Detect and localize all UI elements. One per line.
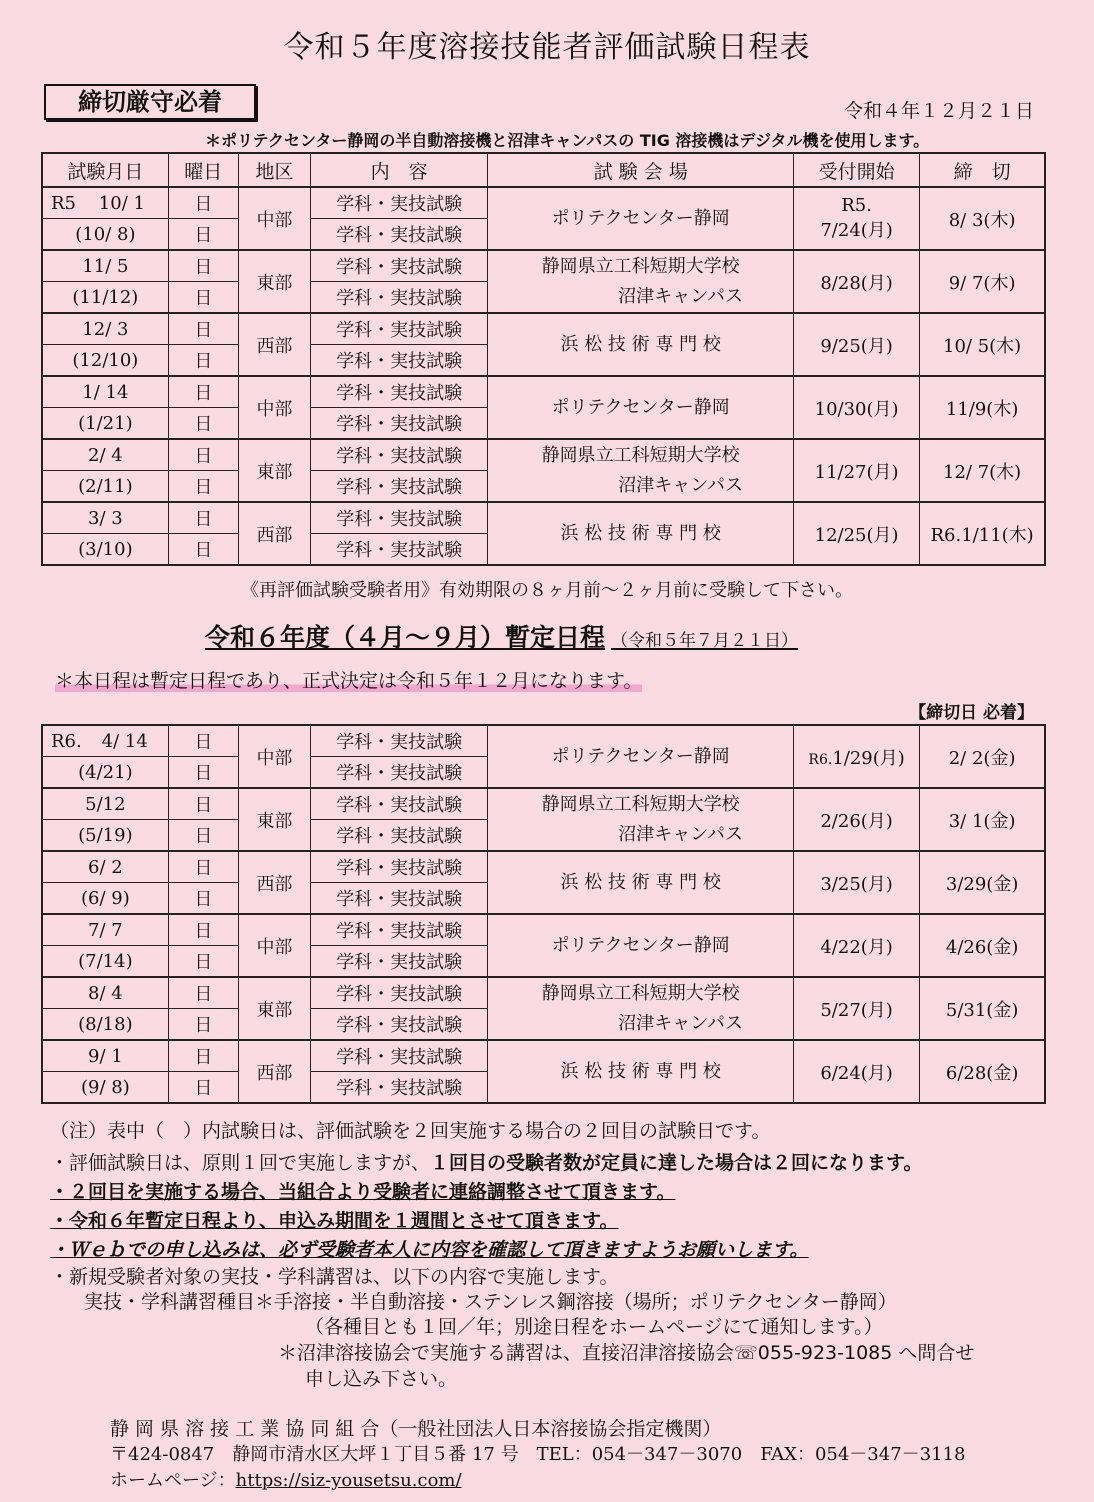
- venue: [488, 502, 794, 565]
- deadline: 10/ 5(木): [920, 313, 1045, 376]
- deadline: 4/26(金): [920, 914, 1045, 977]
- r6-heading-date: （令和５年７月２１日）: [611, 631, 799, 651]
- r6-provisional-note: [55, 666, 642, 693]
- venue: [488, 725, 794, 788]
- day-1: 日: [168, 977, 238, 1009]
- day-1: 日: [168, 851, 238, 883]
- note-one-time-b: １回目の受験者数が定員に達した場合は２回になります。: [430, 1152, 923, 1174]
- content-2: 学科・実技試験: [311, 345, 488, 377]
- content-1: 学科・実技試験: [311, 187, 488, 219]
- venue-line2: 沼津キャンパス: [618, 285, 744, 307]
- footer-org: 静 岡 県 溶 接 工 業 協 同 組 合（一般社団法人日本溶接協会指定機関）: [110, 1418, 722, 1440]
- region: 中部: [238, 376, 310, 439]
- exam-date-2: (6/ 9): [42, 883, 168, 915]
- table-row: [42, 187, 1045, 219]
- exam-date-1: [42, 439, 168, 471]
- deadline: 9/ 7(木): [920, 250, 1045, 313]
- content-2: 学科・実技試験: [311, 757, 488, 789]
- venue: [488, 250, 794, 313]
- exam-date-2: (8/18): [42, 1009, 168, 1041]
- date-value: 3/ 3: [88, 507, 123, 529]
- content-2: 学科・実技試験: [311, 219, 488, 251]
- day-1: 日: [168, 502, 238, 534]
- day-2: 日: [168, 219, 238, 251]
- day-1: 日: [168, 376, 238, 408]
- region: 中部: [238, 187, 310, 250]
- day-2: 日: [168, 1009, 238, 1041]
- date-prefix: R5: [51, 192, 77, 214]
- date-value: 5/12: [85, 793, 126, 815]
- day-2: 日: [168, 946, 238, 978]
- note-training-types: 実技・学科講習種目＊手溶接・半自動溶接・ステンレス鋼溶接（場所；ポリテクセンター静岡）: [84, 1291, 897, 1313]
- content-1: 学科・実技試験: [311, 376, 488, 408]
- content-2: 学科・実技試験: [311, 1009, 488, 1041]
- header-accept: 受付開始: [793, 153, 919, 187]
- content-1: 学科・実技試験: [311, 439, 488, 471]
- exam-date-1: [42, 788, 168, 820]
- homepage-link[interactable]: https://siz-yousetsu.com/: [235, 1470, 462, 1491]
- content-2: 学科・実技試験: [311, 282, 488, 314]
- region: 東部: [238, 977, 310, 1040]
- accept-date: 4/22(月): [820, 936, 893, 958]
- digital-machine-note: ＊ポリテクセンター静岡の半自動溶接機と沼津キャンパスの TIG 溶接機はデジタル機を使用します。: [205, 131, 930, 150]
- region: 中部: [238, 725, 310, 788]
- issue-date: 令和４年１２月２１日: [843, 100, 1034, 122]
- exam-date-2: (9/ 8): [42, 1072, 168, 1104]
- table-row: [42, 788, 1045, 820]
- content-1: 学科・実技試験: [311, 725, 488, 757]
- footer-address: 〒424-0847 静岡市清水区大坪１丁目５番 17 号 TEL：054－347－3070 FAX：054－347－3118: [110, 1444, 966, 1465]
- table-header-row: [42, 153, 1045, 187]
- day-2: 日: [168, 282, 238, 314]
- recert-note: 《再評価試験受験者用》有効期限の８ヶ月前～２ヶ月前に受験して下さい。: [241, 580, 853, 601]
- date-value: 11/ 5: [82, 255, 129, 277]
- date-value: 12/ 3: [82, 318, 129, 340]
- deadline: 12/ 7(木): [920, 439, 1045, 502]
- venue-line1: 浜 松 技 術 専 門 校: [560, 522, 721, 544]
- region: 西部: [238, 502, 310, 565]
- date-value: 8/ 4: [88, 982, 123, 1004]
- note-one-time: [50, 1148, 923, 1175]
- day-2: 日: [168, 471, 238, 503]
- r6-heading-text: 令和６年度（４月～９月）暫定日程: [205, 623, 606, 652]
- venue: [488, 376, 794, 439]
- note-numazu-2: 申し込み下さい。: [305, 1368, 458, 1390]
- day-2: 日: [168, 757, 238, 789]
- venue: [488, 851, 794, 914]
- deadline: 11/9(木): [920, 376, 1045, 439]
- header-deadline: 締 切: [920, 153, 1045, 187]
- table-row: [42, 313, 1045, 345]
- date-value: 4/ 14: [101, 730, 148, 752]
- day-2: 日: [168, 345, 238, 377]
- table-row: [42, 725, 1045, 757]
- accept-start: [793, 313, 919, 376]
- day-1: 日: [168, 250, 238, 282]
- venue-line1: 浜 松 技 術 専 門 校: [560, 333, 721, 355]
- content-2: 学科・実技試験: [311, 820, 488, 852]
- footer-url-label: ホームページ：: [110, 1470, 236, 1491]
- venue: [488, 914, 794, 977]
- accept-date: 7/24(月): [820, 220, 893, 241]
- exam-date-1: [42, 187, 168, 219]
- exam-date-1: [42, 851, 168, 883]
- venue-line1: 静岡県立工科短期大学校: [541, 255, 740, 277]
- page-title: 令和５年度溶接技能者評価試験日程表: [283, 30, 811, 65]
- venue: [488, 788, 794, 851]
- schedule-body-r5: [42, 187, 1045, 565]
- venue-line2: 沼津キャンパス: [618, 1012, 744, 1034]
- deadline: 3/29(金): [920, 851, 1045, 914]
- day-1: 日: [168, 1040, 238, 1072]
- table-row: [42, 977, 1045, 1009]
- date-value: 2/ 4: [88, 444, 123, 466]
- accept-start: [793, 914, 919, 977]
- accept-date: 1/29(月): [832, 747, 905, 769]
- venue-line2: 沼津キャンパス: [618, 474, 744, 496]
- accept-date: 10/30(月): [814, 398, 899, 420]
- venue: [488, 1040, 794, 1103]
- venue-line1: ポリテクセンター静岡: [551, 396, 730, 418]
- table-row: [42, 851, 1045, 883]
- note-one-time-a: ・評価試験日は、原則１回で実施しますが、: [50, 1152, 431, 1174]
- schedule-table-r5: [41, 152, 1046, 566]
- exam-date-2: (10/ 8): [42, 219, 168, 251]
- exam-date-1: [42, 313, 168, 345]
- header-day: 曜日: [168, 153, 238, 187]
- day-1: 日: [168, 439, 238, 471]
- content-2: 学科・実技試験: [311, 946, 488, 978]
- accept-date: 2/26(月): [820, 810, 893, 832]
- venue-line1: 静岡県立工科短期大学校: [541, 444, 740, 466]
- note-web: ・Ｗｅｂでの申し込みは、必ず受験者本人に内容を確認して頂きますようお願いします。: [50, 1239, 809, 1261]
- venue-line1: ポリテクセンター静岡: [551, 934, 730, 956]
- accept-start: [793, 250, 919, 313]
- accept-start: [793, 502, 919, 565]
- exam-date-1: [42, 376, 168, 408]
- date-value: 9/ 1: [88, 1045, 123, 1067]
- content-1: 学科・実技試験: [311, 788, 488, 820]
- accept-prefix: R5.: [841, 195, 872, 216]
- accept-date: 12/25(月): [814, 524, 899, 546]
- note-training-schedule: （各種目とも１回／年；別途日程をホームページにて通知します。）: [305, 1316, 883, 1338]
- day-2: 日: [168, 820, 238, 852]
- accept-start: [793, 376, 919, 439]
- content-1: 学科・実技試験: [311, 250, 488, 282]
- accept-date: 6/24(月): [820, 1062, 893, 1084]
- exam-date-2: (1/21): [42, 408, 168, 440]
- deadline-strict-box: 締切厳守必着: [44, 84, 256, 120]
- region: 西部: [238, 851, 310, 914]
- venue-line1: 静岡県立工科短期大学校: [541, 982, 740, 1004]
- header-content: 内 容: [311, 153, 488, 187]
- r6-heading: [205, 618, 798, 654]
- region: 中部: [238, 914, 310, 977]
- exam-date-2: (7/14): [42, 946, 168, 978]
- content-2: 学科・実技試験: [311, 471, 488, 503]
- accept-date: 8/28(月): [820, 272, 893, 294]
- date-value: 10/ 1: [98, 192, 145, 214]
- venue-line1: 浜 松 技 術 専 門 校: [560, 1060, 721, 1082]
- exam-date-1: [42, 502, 168, 534]
- note-period: ・令和６年暫定日程より、申込み期間を１週間とさせて頂きます。: [50, 1210, 619, 1232]
- accept-start: [793, 725, 919, 788]
- date-value: 7/ 7: [88, 919, 123, 941]
- header-venue: 試 験 会 場: [488, 153, 794, 187]
- date-value: 6/ 2: [88, 856, 123, 878]
- accept-date: 5/27(月): [820, 999, 893, 1021]
- note-contact: ・２回目を実施する場合、当組合より受験者に連絡調整させて頂きます。: [50, 1181, 676, 1203]
- table-row: [42, 250, 1045, 282]
- day-2: 日: [168, 883, 238, 915]
- date-value: 1/ 14: [82, 381, 129, 403]
- table-row: [42, 376, 1045, 408]
- deadline: 2/ 2(金): [920, 725, 1045, 788]
- day-2: 日: [168, 1072, 238, 1104]
- region: 東部: [238, 788, 310, 851]
- r6-provisional-text: ＊本日程は暫定日程であり、正式決定は令和５年１２月になります。: [55, 670, 643, 692]
- content-2: 学科・実技試験: [311, 1072, 488, 1104]
- content-2: 学科・実技試験: [311, 883, 488, 915]
- note-numazu: ＊沼津溶接協会で実施する講習は、直接沼津溶接協会☏055-923-1085 へ問合せ: [278, 1342, 975, 1364]
- day-2: 日: [168, 534, 238, 566]
- region: 東部: [238, 250, 310, 313]
- exam-date-2: (12/10): [42, 345, 168, 377]
- exam-date-2: (3/10): [42, 534, 168, 566]
- exam-date-2: (2/11): [42, 471, 168, 503]
- day-1: 日: [168, 187, 238, 219]
- table-row: [42, 502, 1045, 534]
- content-2: 学科・実技試験: [311, 408, 488, 440]
- exam-date-2: (5/19): [42, 820, 168, 852]
- content-1: 学科・実技試験: [311, 914, 488, 946]
- content-1: 学科・実技試験: [311, 1040, 488, 1072]
- accept-start: [793, 1040, 919, 1103]
- exam-date-2: (11/12): [42, 282, 168, 314]
- exam-date-1: [42, 914, 168, 946]
- deadline: 5/31(金): [920, 977, 1045, 1040]
- deadline: 6/28(金): [920, 1040, 1045, 1103]
- exam-date-2: (4/21): [42, 757, 168, 789]
- accept-start: [793, 439, 919, 502]
- deadline-label: 【締切日 必着】: [909, 703, 1034, 723]
- accept-start: [793, 851, 919, 914]
- footer-homepage: [110, 1466, 462, 1492]
- exam-date-1: [42, 977, 168, 1009]
- schedule-table-r6: [41, 724, 1046, 1104]
- header-region: 地区: [238, 153, 310, 187]
- day-1: 日: [168, 313, 238, 345]
- venue-line1: ポリテクセンター静岡: [551, 207, 730, 229]
- venue: [488, 977, 794, 1040]
- exam-date-1: [42, 725, 168, 757]
- header-date: 試験月日: [42, 153, 168, 187]
- region: 西部: [238, 1040, 310, 1103]
- venue: [488, 439, 794, 502]
- venue-line1: ポリテクセンター静岡: [551, 745, 730, 767]
- content-1: 学科・実技試験: [311, 502, 488, 534]
- schedule-body-r6: [42, 725, 1045, 1103]
- day-1: 日: [168, 725, 238, 757]
- accept-prefix: R6.: [808, 751, 833, 768]
- note-training: ・新規受験者対象の実技・学科講習は、以下の内容で実施します。: [50, 1266, 619, 1288]
- accept-date: 9/25(月): [820, 335, 893, 357]
- table-row: [42, 439, 1045, 471]
- accept-start: [793, 977, 919, 1040]
- venue-line1: 浜 松 技 術 専 門 校: [560, 871, 721, 893]
- exam-date-1: [42, 1040, 168, 1072]
- region: 東部: [238, 439, 310, 502]
- venue-line2: 沼津キャンパス: [618, 823, 744, 845]
- day-2: 日: [168, 408, 238, 440]
- content-1: 学科・実技試験: [311, 313, 488, 345]
- deadline: 3/ 1(金): [920, 788, 1045, 851]
- accept-start: [793, 187, 919, 250]
- venue: [488, 313, 794, 376]
- venue-line1: 静岡県立工科短期大学校: [541, 793, 740, 815]
- venue: [488, 187, 794, 250]
- accept-date: 3/25(月): [820, 873, 893, 895]
- exam-date-1: [42, 250, 168, 282]
- deadline: R6.1/11(木): [920, 502, 1045, 565]
- table-row: [42, 914, 1045, 946]
- accept-date: 11/27(月): [814, 461, 899, 483]
- day-1: 日: [168, 914, 238, 946]
- deadline: 8/ 3(木): [920, 187, 1045, 250]
- accept-start: [793, 788, 919, 851]
- date-prefix: R6.: [51, 730, 82, 752]
- content-2: 学科・実技試験: [311, 534, 488, 566]
- content-1: 学科・実技試験: [311, 977, 488, 1009]
- note-second-exam: （注）表中（ ）内試験日は、評価試験を２回実施する場合の２回目の試験日です。: [50, 1120, 771, 1142]
- day-1: 日: [168, 788, 238, 820]
- table-row: [42, 1040, 1045, 1072]
- region: 西部: [238, 313, 310, 376]
- content-1: 学科・実技試験: [311, 851, 488, 883]
